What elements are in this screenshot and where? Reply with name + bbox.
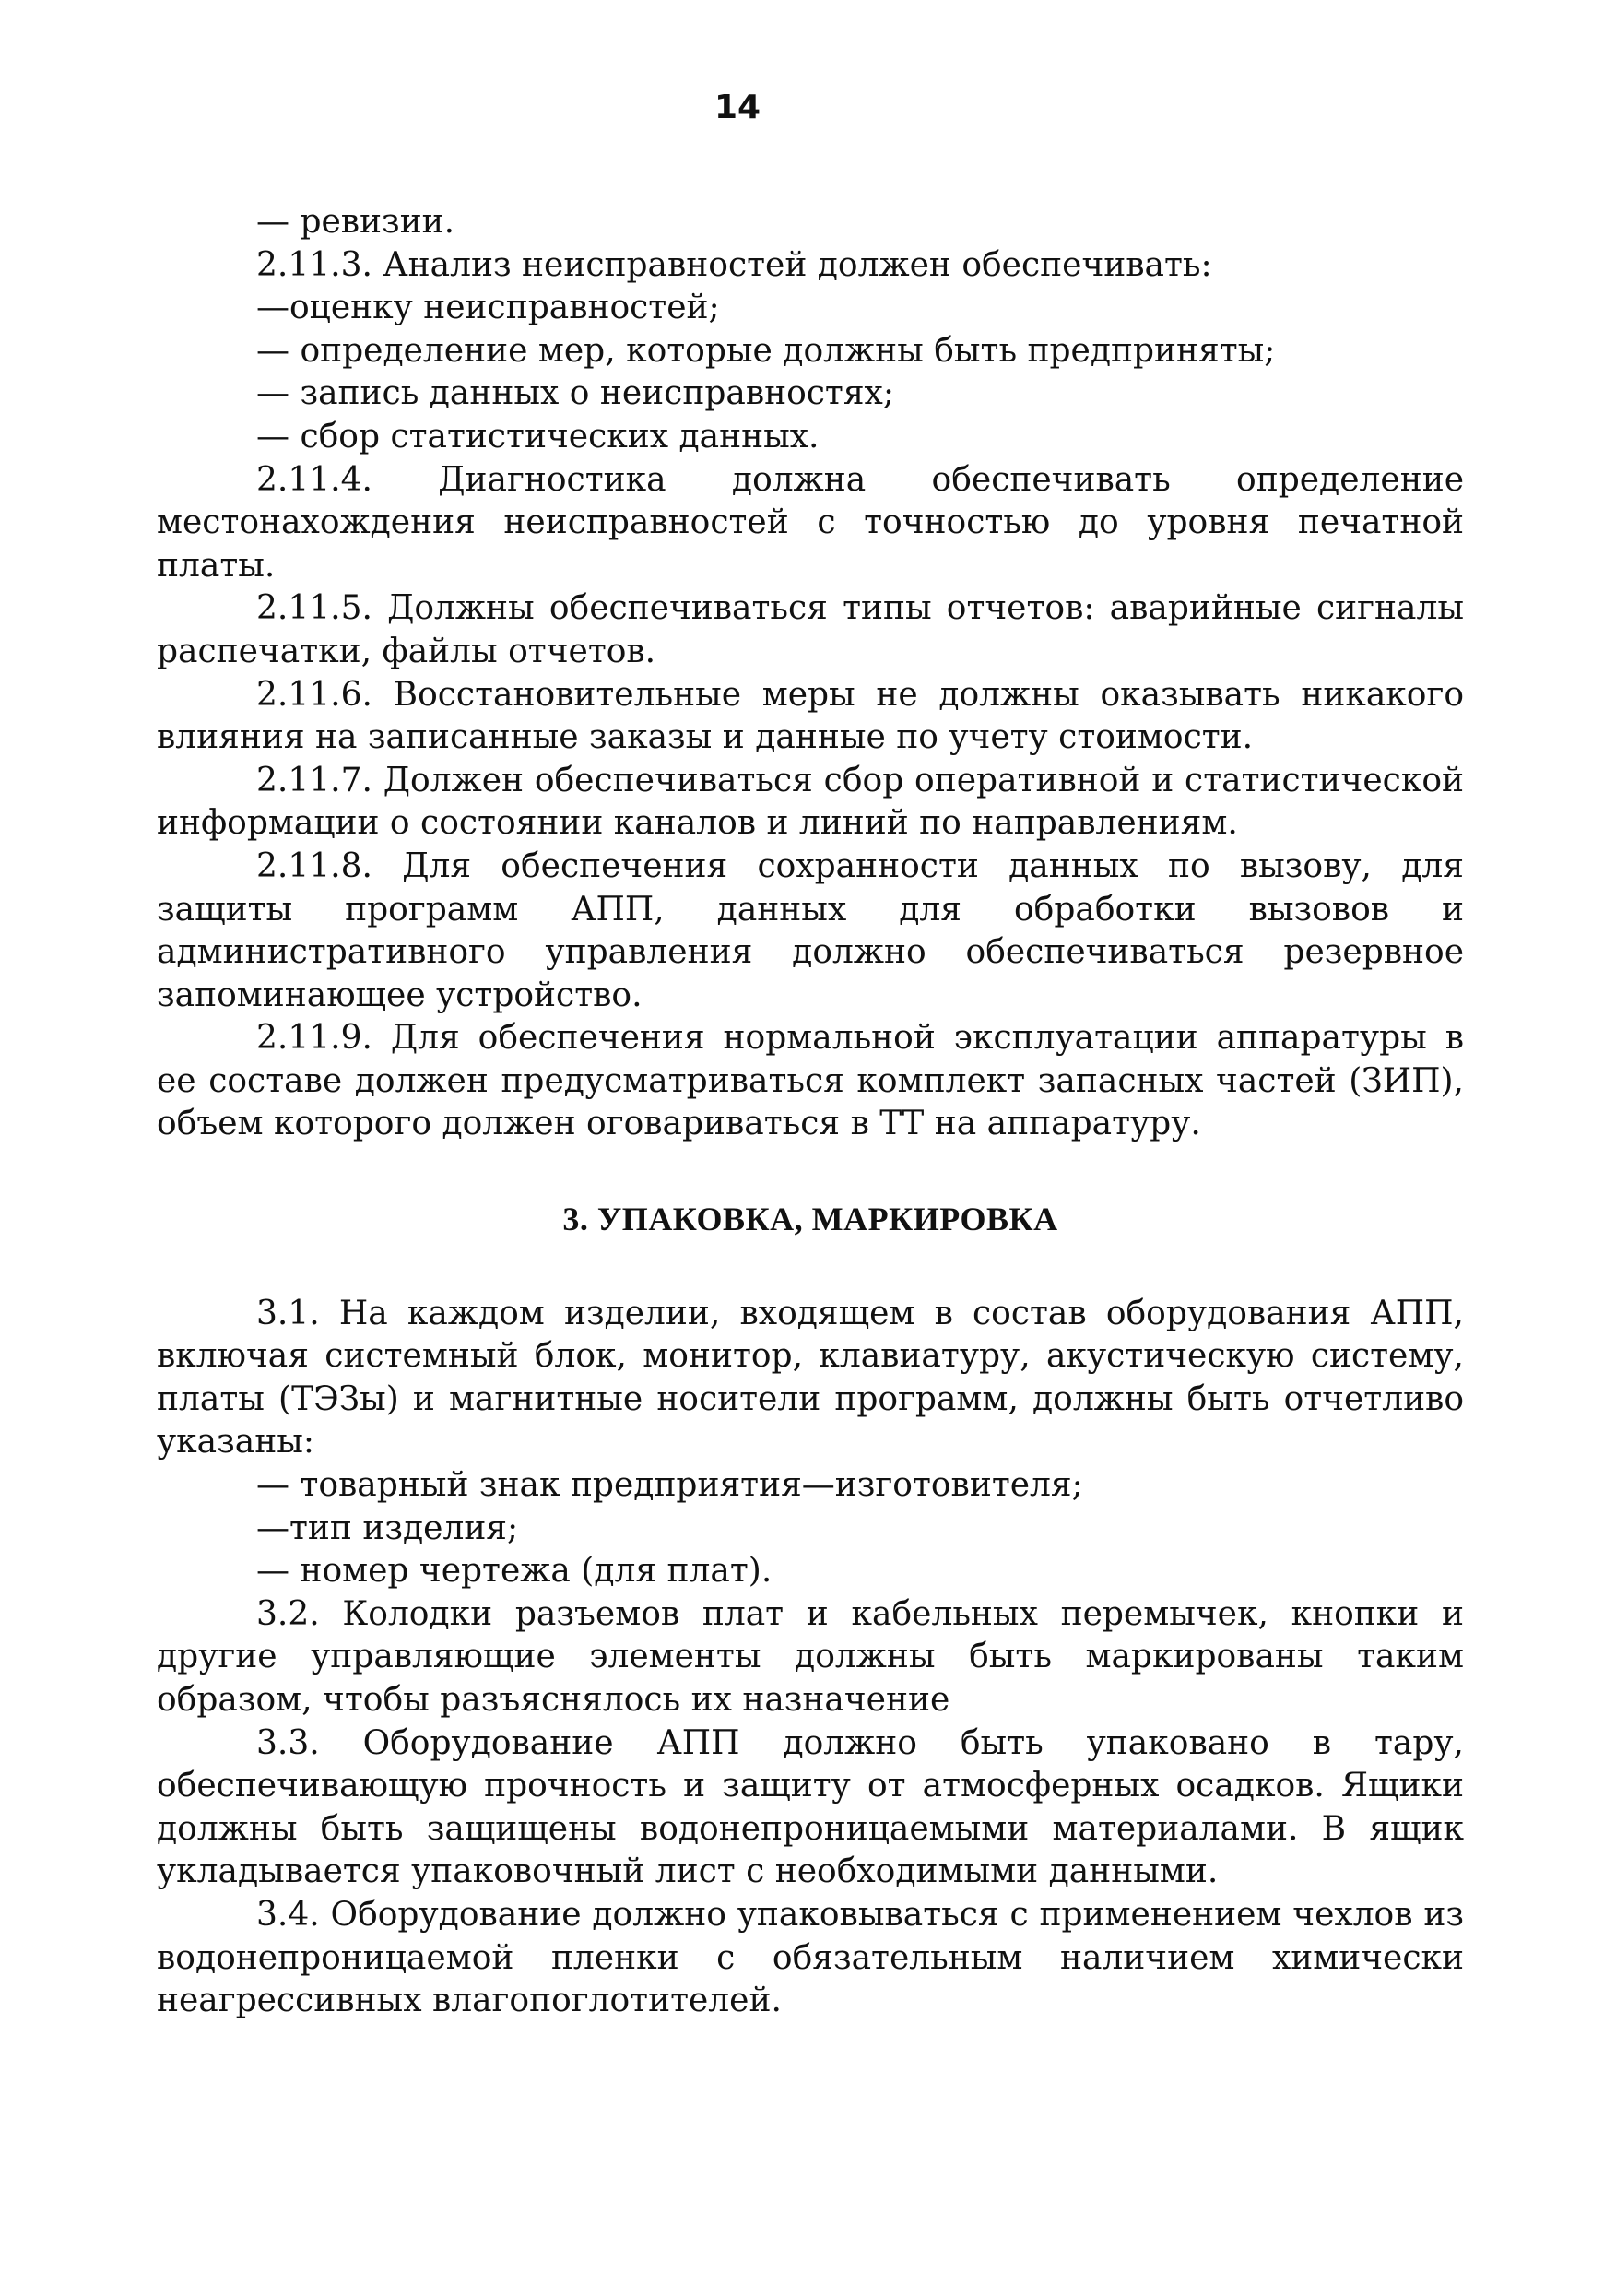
clause-paragraph: 3.1. На каждом изделии, входящем в состав оборудования АПП, включая системный блок, монитор, клавиатуру, акустическую систему, платы (ТЭЗы) и магнитные носители программ, должны быть отчетливо указаны: bbox=[157, 1294, 1464, 1462]
clause-paragraph: 2.11.8. Для обеспечения сохранности данных по вызову, для защиты программ АПП, данных для обработки вызовов и административного управления должно обеспечиваться резервное запоминающее устройство. bbox=[157, 846, 1464, 1014]
clause-paragraph: 3.3. Оборудование АПП должно быть упаковано в тару, обеспечивающую прочность и защиту от атмосферных осадков. Ящики должны быть защищены водонепроницаемыми материалами. В ящик укладывается упаковочный лист с необходимыми данными. bbox=[157, 1723, 1464, 1891]
clause-paragraph: 2.11.7. Должен обеспечиваться сбор оперативной и статистической информации о состоянии каналов и линий по направлениям. bbox=[157, 761, 1464, 843]
list-item: — определение мер, которые должны быть предприняты; bbox=[256, 331, 1276, 370]
list-item: —тип изделия; bbox=[256, 1509, 519, 1547]
clause-paragraph: 2.11.6. Восстановительные меры не должны оказывать никакого влияния на записанные заказы и данные по учету стоимости. bbox=[157, 675, 1464, 757]
document-body bbox=[157, 201, 1464, 2023]
page-number: 14 bbox=[714, 89, 761, 126]
clause-paragraph: 3.4. Оборудование должно упаковываться с применением чехлов из водонепроницаемой пленки с обязательным наличием химически неагрессивных влагопоглотителей. bbox=[157, 1895, 1464, 2020]
section-heading: 3. УПАКОВКА, МАРКИРОВКА bbox=[562, 1201, 1058, 1238]
list-item: — товарный знак предприятия—изготовителя; bbox=[256, 1466, 1083, 1505]
list-item: —оценку неисправностей; bbox=[256, 289, 720, 327]
clause-paragraph: 2.11.5. Должны обеспечиваться типы отчетов: аварийные сигналы распечатки, файлы отчетов. bbox=[157, 589, 1464, 670]
list-item: — ревизии. bbox=[256, 203, 455, 241]
clause-paragraph: 2.11.4. Диагностика должна обеспечивать определение местонахождения неисправностей с точностью до уровня печатной платы. bbox=[157, 460, 1464, 585]
list-item: — сбор статистических данных. bbox=[256, 417, 820, 456]
clause-paragraph: 2.11.3. Анализ неисправностей должен обеспечивать: bbox=[256, 245, 1212, 284]
clause-paragraph: 2.11.9. Для обеспечения нормальной эксплуатации аппаратуры в ее составе должен предусматриваться комплект запасных частей (ЗИП), объем которого должен оговариваться в ТТ на аппаратуру. bbox=[157, 1019, 1464, 1143]
list-item: — номер чертежа (для плат). bbox=[256, 1552, 773, 1591]
clause-paragraph: 3.2. Колодки разъемов плат и кабельных перемычек, кнопки и другие управляющие элементы должны быть маркированы таким образом, чтобы разъяснялось их назначение bbox=[157, 1594, 1464, 1719]
list-item: — запись данных о неисправностях; bbox=[256, 374, 894, 413]
